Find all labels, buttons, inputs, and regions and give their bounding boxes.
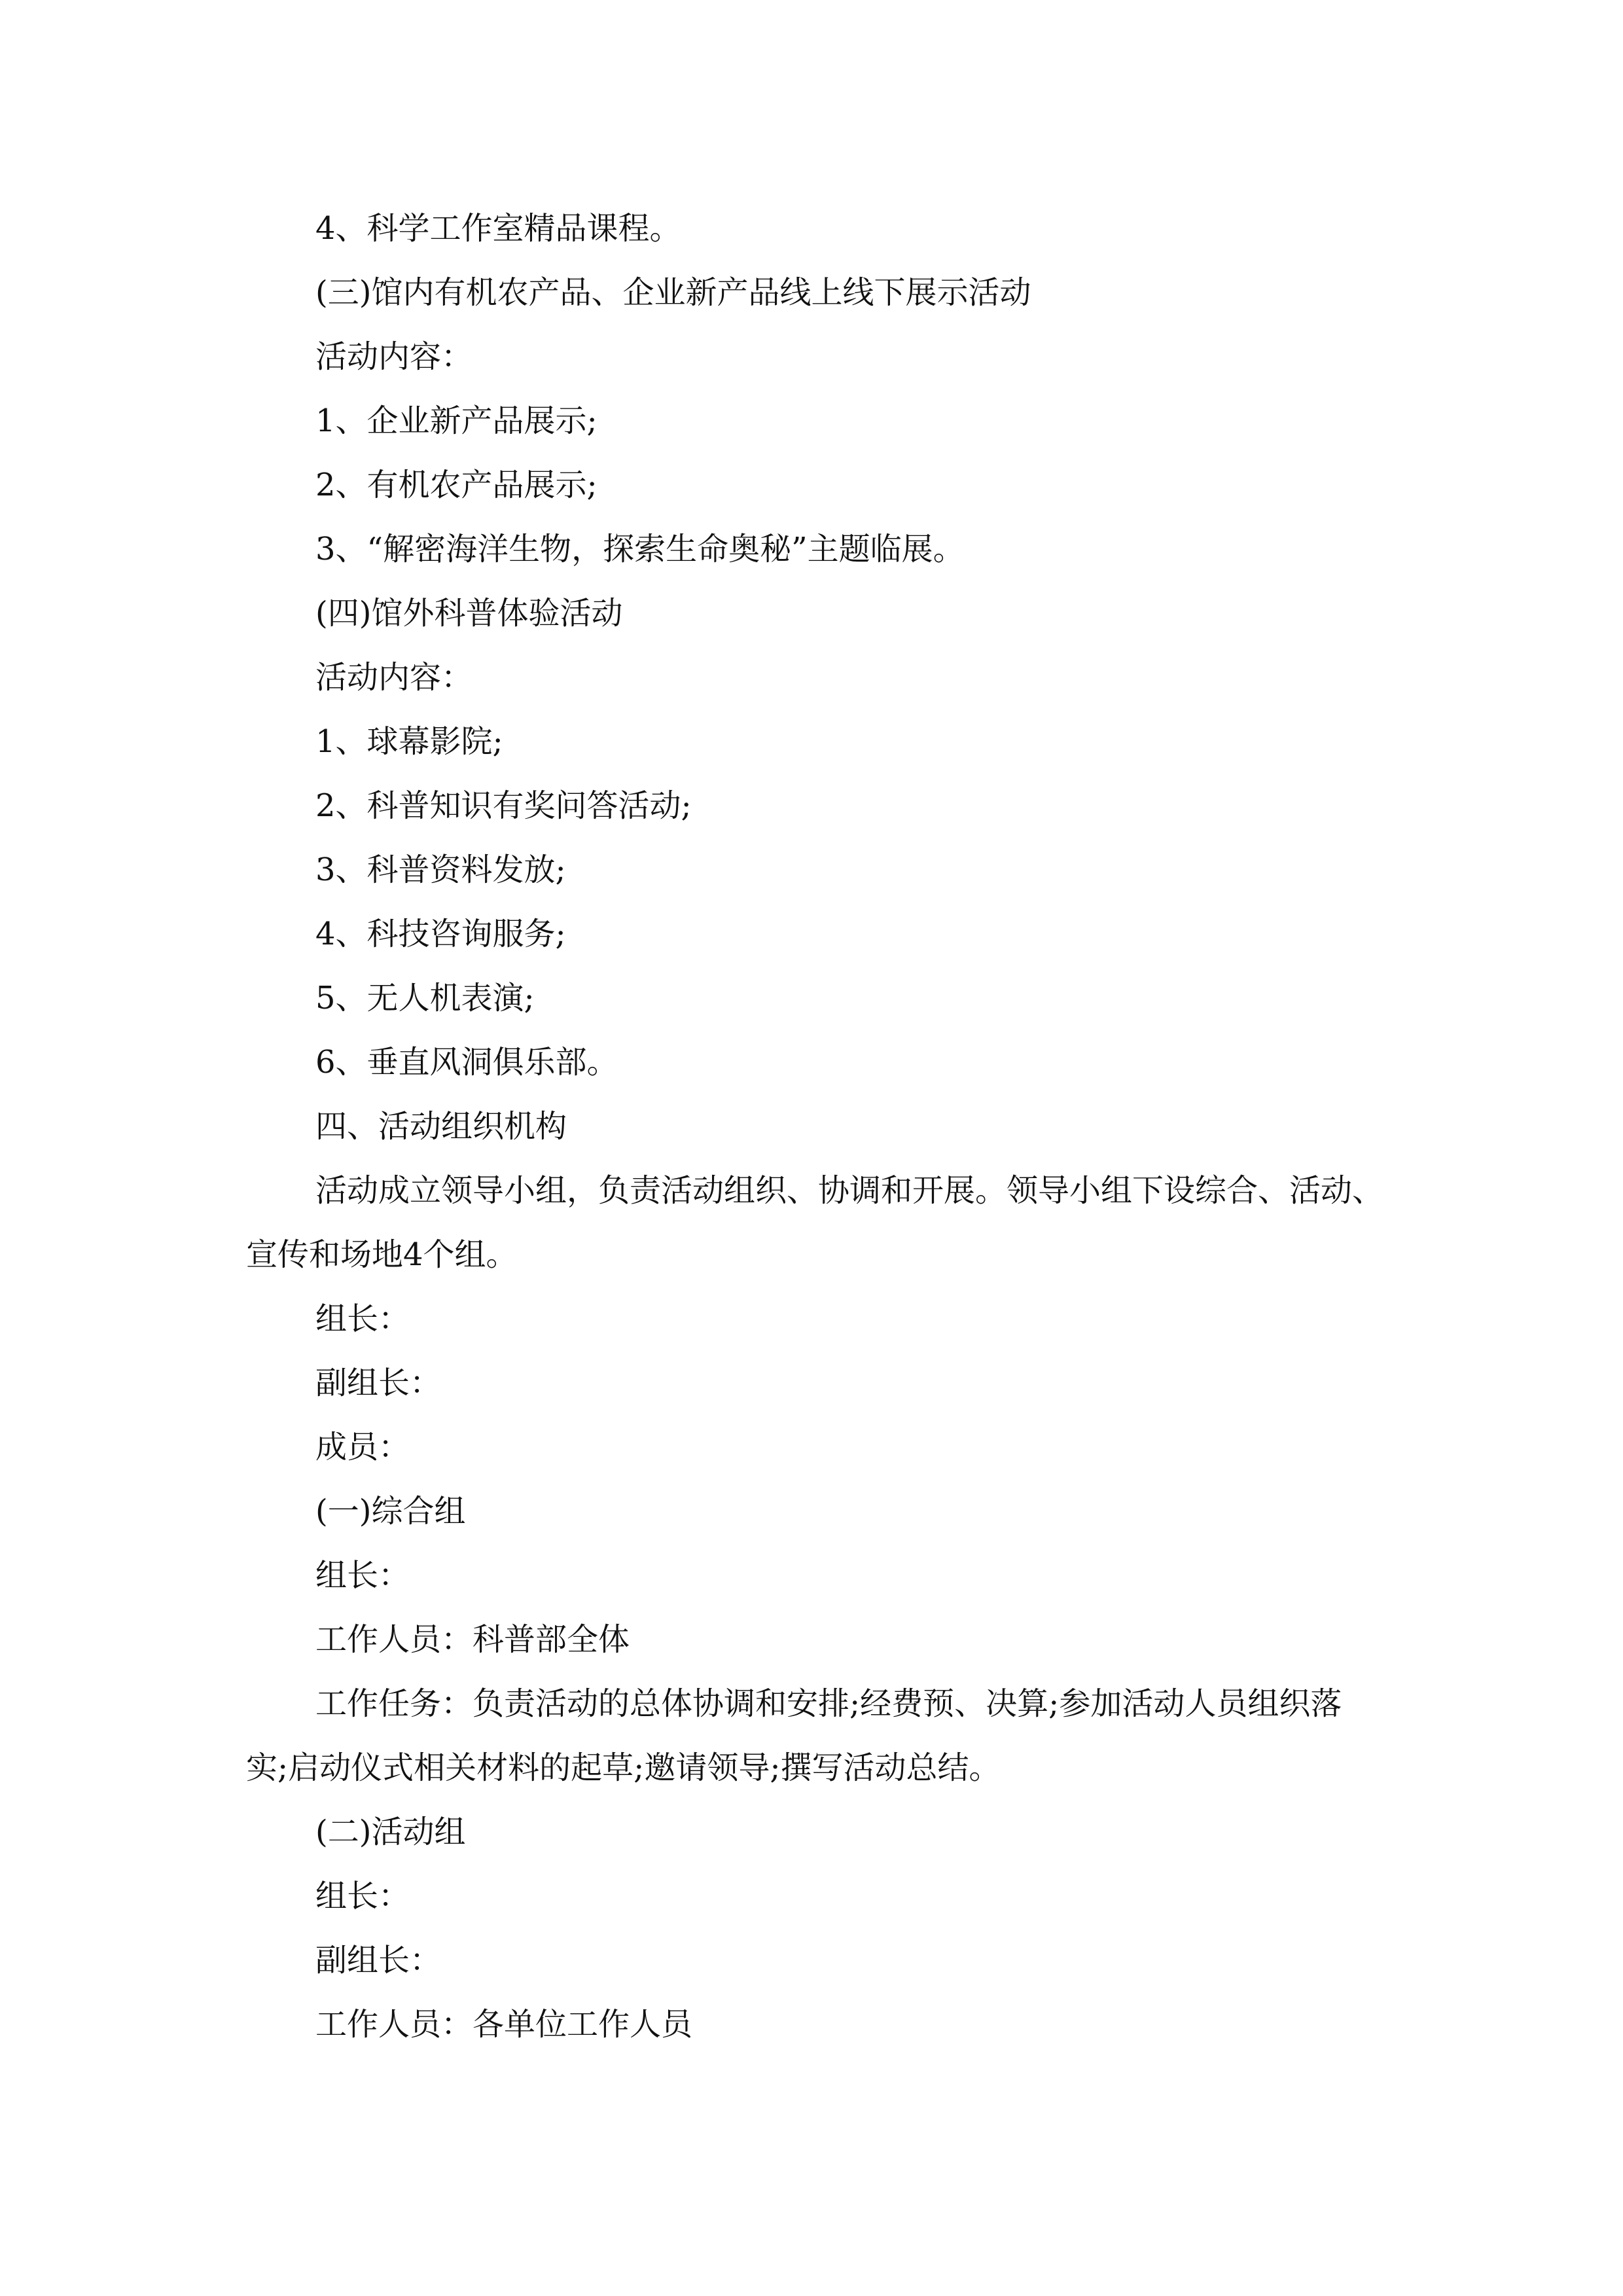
text-line: 1、企业新产品展示;	[315, 403, 597, 439]
text-line: 4、科学工作室精品课程。	[315, 210, 681, 247]
text-line: 工作人员：科普部全体	[315, 1621, 630, 1658]
text-line: 工作任务：负责活动的总体协调和安排;经费预、决算;参加活动人员组织落	[315, 1685, 1342, 1722]
text-line: 组长：	[315, 1300, 410, 1337]
text-line: 实;启动仪式相关材料的起草;邀请领导;撰写活动总结。	[246, 1749, 1001, 1786]
text-line: 工作人员：各单位工作人员	[315, 2006, 693, 2043]
text-line: 2、科普知识有奖问答活动;	[315, 787, 692, 824]
text-line: 4、科技咨询服务;	[315, 916, 566, 952]
text-line: 1、球幕影院;	[315, 723, 503, 760]
text-line: 2、有机农产品展示;	[315, 467, 597, 503]
text-line: (一)综合组	[315, 1493, 466, 1530]
text-line: 活动内容：	[315, 338, 473, 375]
text-line: 活动成立领导小组，负责活动组织、协调和开展。领导小组下设综合、活动、	[315, 1172, 1384, 1209]
text-line: (三)馆内有机农产品、企业新产品线上线下展示活动	[315, 274, 1031, 311]
text-line: 副组长：	[315, 1942, 442, 1979]
text-line: (二)活动组	[315, 1814, 466, 1850]
text-line: 组长：	[315, 1557, 410, 1594]
text-line: 副组长：	[315, 1365, 442, 1401]
text-line: 6、垂直风洞俱乐部。	[315, 1044, 618, 1081]
text-line: 活动内容：	[315, 659, 473, 696]
text-line: 四、活动组织机构	[315, 1108, 567, 1145]
text-line: 组长：	[315, 1878, 410, 1914]
document-body	[246, 196, 1385, 2056]
text-line: 3、科普资料发放;	[315, 852, 566, 888]
text-line: 宣传和场地4个组。	[246, 1236, 518, 1273]
text-line: 5、无人机表演;	[315, 980, 535, 1016]
text-line: (四)馆外科普体验活动	[315, 595, 623, 632]
text-line: 成员：	[315, 1429, 410, 1465]
text-line: 3、“解密海洋生物，探索生命奥秘”主题临展。	[315, 531, 965, 567]
